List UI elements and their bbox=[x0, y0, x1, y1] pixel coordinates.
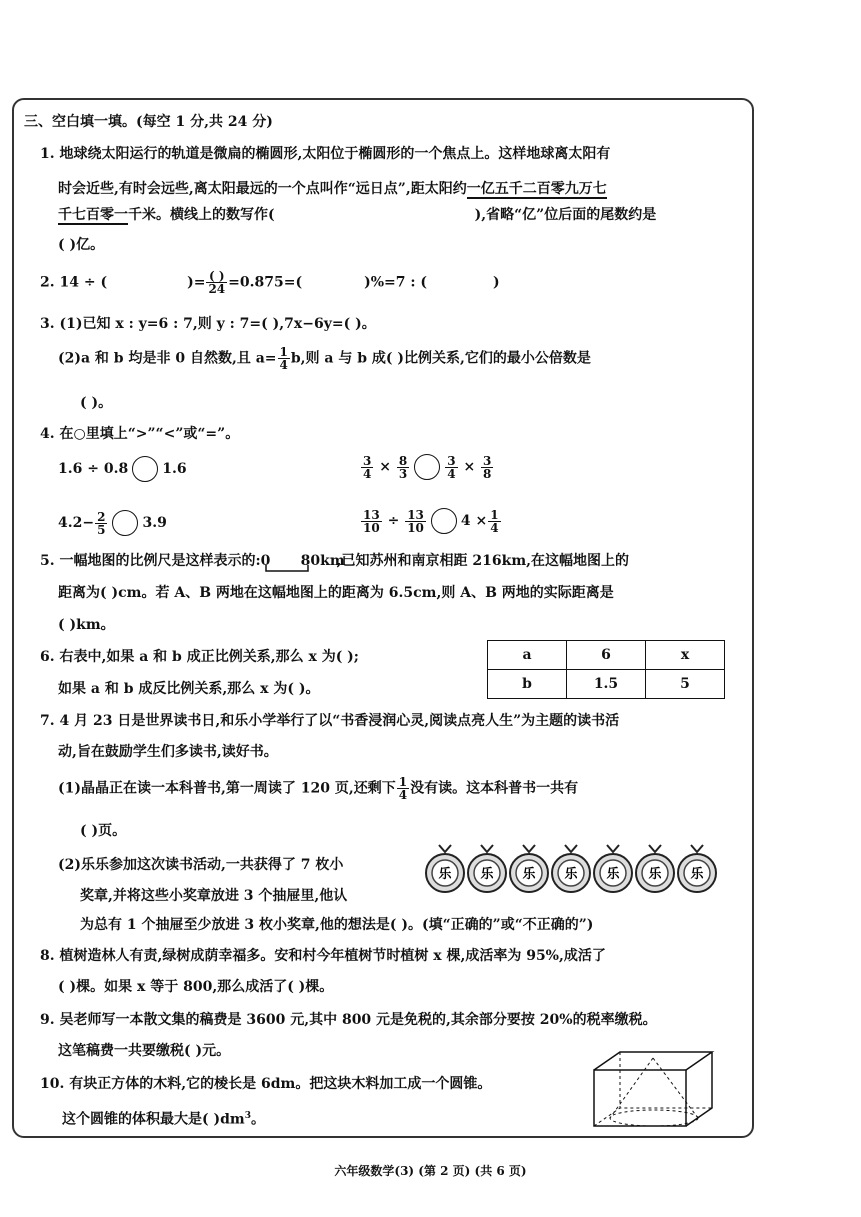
q10-line2: 这个圆锥的体积最大是( )$dm^3$。 bbox=[62, 1111, 265, 1128]
table-cell: 5 bbox=[646, 670, 725, 699]
medal-icon bbox=[510, 845, 548, 892]
table-cell: 1.5 bbox=[567, 670, 646, 699]
svg-text:乐: 乐 bbox=[522, 867, 536, 882]
q1-underlined-number-part2: 千七百零一 bbox=[58, 207, 128, 223]
q4-title: 4. 在○里填上“>”“<”或“=”。 bbox=[40, 426, 240, 442]
medal-icon bbox=[636, 845, 674, 892]
q2-line: 2. 14 ÷ ( )= $\frac{( )}{24}$ =0.875=( )%=7 : ( ) bbox=[40, 269, 500, 296]
q9-line1: 9. 吴老师写一本散文集的稿费是 3600 元,其中 800 元是免税的,其余部分要按 20%的税率缴税。 bbox=[40, 1012, 657, 1028]
q1-line3: 千七百零一千米。横线上的数写作( ),省略“亿”位后面的尾数约是 bbox=[58, 207, 657, 223]
q4-answer-circle-a[interactable] bbox=[132, 456, 158, 482]
q4-answer-circle-d[interactable] bbox=[431, 508, 457, 534]
table-cell: 6 bbox=[567, 641, 646, 670]
q7-part2-line2: 奖章,并将这些小奖章放进 3 个抽屉里,他认 bbox=[80, 888, 348, 904]
svg-text:乐: 乐 bbox=[648, 867, 662, 882]
table-cell: x bbox=[646, 641, 725, 670]
q1-underlined-number-part1: 一亿五千二百零九万七 bbox=[466, 181, 607, 197]
q9-line2: 这笔稿费一共要缴税( )元。 bbox=[58, 1043, 231, 1059]
q4-item-a: 1.6 ÷ 0.8 1.6 bbox=[58, 456, 187, 482]
table-cell: b bbox=[488, 670, 567, 699]
q8-line1: 8. 植树造林人有责,绿树成荫幸福多。安和村今年植树节时植树 x 棵,成活率为 95%,成活了 bbox=[40, 948, 606, 964]
svg-text:乐: 乐 bbox=[606, 867, 620, 882]
q4-item-d: $\frac{13}{10}$ ÷ $\frac{13}{10}$ 4 × $\frac{1}{4}$ bbox=[363, 507, 499, 535]
medal-icon bbox=[426, 845, 464, 892]
svg-text:乐: 乐 bbox=[438, 867, 452, 882]
q7-line1: 7. 4 月 23 日是世界读书日,和乐小学举行了以“书香浸润心灵,阅读点亮人生”为主题的读书活 bbox=[40, 713, 620, 729]
q3-line3: ( )。 bbox=[80, 395, 113, 411]
q6-line1: 6. 右表中,如果 a 和 b 成正比例关系,那么 x 为( ); bbox=[40, 649, 359, 665]
page-footer: 六年级数学(3) (第 2 页) (共 6 页) bbox=[334, 1164, 527, 1178]
map-scale-bar: 0 80km bbox=[260, 553, 345, 569]
svg-text:乐: 乐 bbox=[564, 867, 578, 882]
medal-group bbox=[423, 843, 743, 903]
q5-line2: 距离为( )cm。若 A、B 两地在这幅地图上的距离为 6.5cm,则 A、B 两地的实际距离是 bbox=[58, 585, 614, 601]
q3-line1: 3. (1)已知 x : y=6 : 7,则 y : 7=( ),7x−6y=( )。 bbox=[40, 316, 376, 332]
q1-line2: 时会近些,有时会远些,离太阳最远的一个点叫作“远日点”,距太阳约一亿五千二百零九万七 bbox=[58, 181, 607, 197]
table-cell: a bbox=[488, 641, 567, 670]
q7-line2: 动,旨在鼓励学生们多读书,读好书。 bbox=[58, 744, 278, 760]
q7-part1: (1)晶晶正在读一本科普书,第一周读了 120 页,还剩下 $\frac{1}{4}$ 没有读。这本科普书一共有 bbox=[58, 775, 579, 802]
q6-ratio-table bbox=[487, 640, 725, 699]
medal-icons bbox=[423, 843, 743, 899]
section-title: 三、空白填一填。(每空 1 分,共 24 分) bbox=[24, 114, 273, 130]
q3-fraction: $\frac{1}{4}$ bbox=[279, 345, 288, 372]
table-row bbox=[488, 641, 725, 670]
cube-with-cone-diagram bbox=[590, 1048, 720, 1130]
table-row bbox=[488, 670, 725, 699]
q7-part2-line3: 为总有 1 个抽屉至少放进 3 枚小奖章,他的想法是( )。(填“正确的”或“不正确的”) bbox=[80, 917, 594, 933]
q3-line2: (2)a 和 b 均是非 0 自然数,且 a= $\frac{1}{4}$ b,则 a 与 b 成( )比例关系,它们的最小公倍数是 bbox=[58, 345, 591, 372]
q1-line4: ( )亿。 bbox=[58, 237, 105, 253]
medal-icon bbox=[468, 845, 506, 892]
q7-part2-line1: (2)乐乐参加这次读书活动,一共获得了 7 枚小 bbox=[58, 857, 344, 873]
q5-line3: ( )km。 bbox=[58, 617, 115, 633]
q10-line1: 10. 有块正方体的木料,它的棱长是 6dm。把这块木料加工成一个圆锥。 bbox=[40, 1076, 492, 1092]
q4-item-c: 4.2− $\frac{2}{5}$ 3.9 bbox=[58, 509, 167, 537]
q1-line1: 1. 地球绕太阳运行的轨道是微扁的椭圆形,太阳位于椭圆形的一个焦点上。这样地球离太阳有 bbox=[40, 146, 611, 162]
q2-fraction: $\frac{( )}{24}$ bbox=[208, 269, 226, 296]
q4-answer-circle-b[interactable] bbox=[414, 454, 440, 480]
svg-text:乐: 乐 bbox=[480, 867, 494, 882]
medal-icon bbox=[552, 845, 590, 892]
q5-line1: 5. 一幅地图的比例尺是这样表示的: 0 80km ,已知苏州和南京相距 216km,在这幅地图上的 bbox=[40, 553, 630, 569]
medal-icon bbox=[594, 845, 632, 892]
q4-answer-circle-c[interactable] bbox=[112, 510, 138, 536]
q4-item-b: $\frac{3}{4}$ × $\frac{8}{3}$ $\frac{3}{4}$ × $\frac{3}{8}$ bbox=[363, 453, 492, 481]
q8-line2: ( )棵。如果 x 等于 800,那么成活了( )棵。 bbox=[58, 979, 334, 995]
medal-icon bbox=[678, 845, 716, 892]
q6-line2: 如果 a 和 b 成反比例关系,那么 x 为( )。 bbox=[58, 681, 320, 697]
q7-part1-answer: ( )页。 bbox=[80, 823, 127, 839]
svg-text:乐: 乐 bbox=[690, 867, 704, 882]
